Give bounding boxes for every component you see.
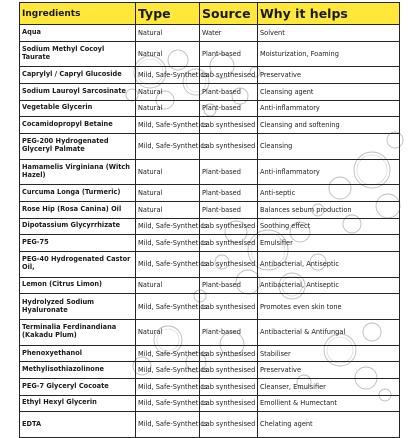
table-row — [20, 25, 400, 42]
table-row — [20, 277, 400, 294]
source-cell: Plant-based — [200, 277, 258, 294]
ingredient-cell: Caprylyl / Capryl Glucoside — [20, 67, 136, 84]
table-row — [20, 185, 400, 202]
ingredient-cell: Curcuma Longa (Turmeric) — [20, 185, 136, 202]
type-cell: Mild, Safe-Synthetics — [136, 345, 200, 362]
table-row — [20, 159, 400, 185]
header-why-it-helps: Why it helps — [258, 3, 400, 25]
table-row — [20, 67, 400, 84]
type-cell: Natural — [136, 319, 200, 345]
source-cell: Lab synthesised — [200, 345, 258, 362]
type-cell: Mild, Safe-Synthetics — [136, 378, 200, 395]
ingredient-cell: PEG-200 Hydrogenated Glyceryl Palmate — [20, 133, 136, 159]
source-cell: Plant-based — [200, 201, 258, 218]
type-cell: Mild, Safe-Synthetics — [136, 67, 200, 84]
source-cell: Lab synthesised — [200, 378, 258, 395]
type-cell: Mild, Safe-Synthetics — [136, 294, 200, 320]
ingredient-cell: Vegetable Glycerin — [20, 100, 136, 117]
benefit-cell: Antibacterial, Antiseptic — [258, 251, 400, 277]
table-header-row — [20, 3, 400, 25]
ingredient-cell: Aqua — [20, 25, 136, 42]
ingredients-table — [19, 2, 400, 438]
type-cell: Natural — [136, 41, 200, 67]
table-row — [20, 83, 400, 100]
ingredient-cell: Sodium Methyl Cocoyl Taurate — [20, 41, 136, 67]
type-cell: Mild, Safe-Synthetics — [136, 133, 200, 159]
table-row — [20, 345, 400, 362]
table-row — [20, 294, 400, 320]
header-source: Source — [200, 3, 258, 25]
source-cell: Plant-based — [200, 319, 258, 345]
benefit-cell: Moisturization, Foaming — [258, 41, 400, 67]
ingredient-cell: Terminalia Ferdinandiana (Kakadu Plum) — [20, 319, 136, 345]
source-cell: Lab synthesised — [200, 133, 258, 159]
type-cell: Natural — [136, 185, 200, 202]
table-row — [20, 395, 400, 412]
source-cell: Plant-based — [200, 83, 258, 100]
benefit-cell: Soothing effect — [258, 218, 400, 235]
ingredient-cell: Hamamelis Virginiana (Witch Hazel) — [20, 159, 136, 185]
table-row — [20, 378, 400, 395]
benefit-cell: Cleansing agent — [258, 83, 400, 100]
benefit-cell: Anti-inflammatory — [258, 159, 400, 185]
benefit-cell: Antibacterial, Antiseptic — [258, 277, 400, 294]
benefit-cell: Cleansing — [258, 133, 400, 159]
table-row — [20, 218, 400, 235]
benefit-cell: Promotes even skin tone — [258, 294, 400, 320]
type-cell: Natural — [136, 277, 200, 294]
table-row — [20, 319, 400, 345]
ingredient-cell: PEG-7 Glyceryl Cocoate — [20, 378, 136, 395]
table-row — [20, 133, 400, 159]
ingredient-cell: Cocamidopropyl Betaine — [20, 117, 136, 134]
benefit-cell: Preservative — [258, 362, 400, 379]
type-cell: Mild, Safe-Synthetics — [136, 235, 200, 252]
type-cell: Mild, Safe-Synthetics — [136, 117, 200, 134]
table-row — [20, 41, 400, 67]
source-cell: Lab synthesised — [200, 117, 258, 134]
source-cell: Plant-based — [200, 41, 258, 67]
benefit-cell: Anti-inflammatory — [258, 100, 400, 117]
type-cell: Mild, Safe-Synthetics — [136, 412, 200, 438]
source-cell: Plant-based — [200, 100, 258, 117]
source-cell: Lab synthesised — [200, 412, 258, 438]
benefit-cell: Emollient & Humectant — [258, 395, 400, 412]
ingredient-cell: Methylisothiazolinone — [20, 362, 136, 379]
type-cell: Natural — [136, 25, 200, 42]
benefit-cell: Chelating agent — [258, 412, 400, 438]
table-row — [20, 362, 400, 379]
source-cell: Plant-based — [200, 185, 258, 202]
benefit-cell: Cleansing and softening — [258, 117, 400, 134]
benefit-cell: Stabiliser — [258, 345, 400, 362]
source-cell: Lab synthesised — [200, 218, 258, 235]
source-cell: Lab synthesised — [200, 235, 258, 252]
type-cell: Mild, Safe-Synthetics — [136, 395, 200, 412]
table-row — [20, 100, 400, 117]
ingredient-cell: PEG-40 Hydrogenated Castor Oil, — [20, 251, 136, 277]
ingredient-cell: PEG-75 — [20, 235, 136, 252]
ingredient-cell: Phenoxyethanol — [20, 345, 136, 362]
type-cell: Natural — [136, 201, 200, 218]
benefit-cell: Solvent — [258, 25, 400, 42]
ingredient-cell: Hydrolyzed Sodium Hyaluronate — [20, 294, 136, 320]
ingredient-cell: Rose Hip (Rosa Canina) Oil — [20, 201, 136, 218]
table-row — [20, 235, 400, 252]
benefit-cell: Antibacterial & Antifungal — [258, 319, 400, 345]
source-cell: Plant-based — [200, 159, 258, 185]
benefit-cell: Preservative — [258, 67, 400, 84]
type-cell: Mild, Safe-Synthetics — [136, 251, 200, 277]
source-cell: Lab synthesised — [200, 251, 258, 277]
type-cell: Natural — [136, 100, 200, 117]
header-ingredients: Ingredients — [20, 3, 136, 25]
header-type: Type — [136, 3, 200, 25]
source-cell: Lab synthesised — [200, 362, 258, 379]
table-row — [20, 201, 400, 218]
ingredient-cell: Sodium Lauroyl Sarcosinate — [20, 83, 136, 100]
benefit-cell: Emulsifier — [258, 235, 400, 252]
source-cell: Water — [200, 25, 258, 42]
benefit-cell: Cleanser, Emulsifier — [258, 378, 400, 395]
benefit-cell: Balances sebum production — [258, 201, 400, 218]
type-cell: Mild, Safe-Synthetics — [136, 362, 200, 379]
type-cell: Natural — [136, 83, 200, 100]
ingredient-cell: Ethyl Hexyl Glycerin — [20, 395, 136, 412]
table-row — [20, 412, 400, 438]
ingredient-cell: Dipotassium Glycyrrhizate — [20, 218, 136, 235]
type-cell: Mild, Safe-Synthetics — [136, 218, 200, 235]
table-row — [20, 251, 400, 277]
table-row — [20, 117, 400, 134]
type-cell: Natural — [136, 159, 200, 185]
benefit-cell: Anti-septic — [258, 185, 400, 202]
source-cell: Lab synthesised — [200, 67, 258, 84]
source-cell: Lab synthesised — [200, 395, 258, 412]
ingredient-cell: Lemon (Citrus Limon) — [20, 277, 136, 294]
source-cell: Lab synthesised — [200, 294, 258, 320]
ingredient-cell: EDTA — [20, 412, 136, 438]
